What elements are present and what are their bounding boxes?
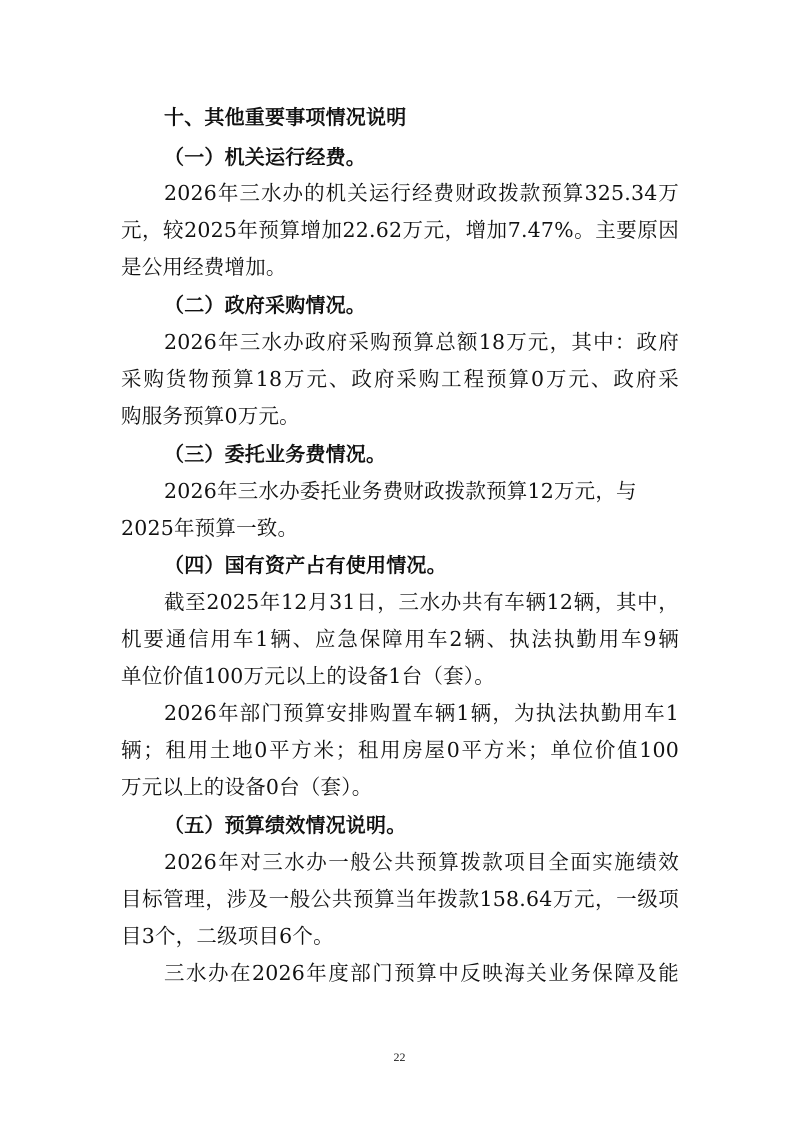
sub5-p1-line-2: 目标管理，涉及一般公共预算当年拨款158.64万元，一级项 (121, 887, 679, 911)
sub1-line-2: 元，较2025年预算增加22.62万元，增加7.47%。主要原因 (121, 218, 679, 242)
sub4-p2-line-1: 2026年部门预算安排购置车辆1辆，为执法执勤用车1 (164, 701, 679, 725)
sub3-line-1: 2026年三水办委托业务费财政拨款预算12万元，与 (164, 479, 637, 503)
sub4-p1-line-3: 单位价值100万元以上的设备1台（套）。 (121, 664, 495, 688)
sub5-heading: （五）预算绩效情况说明。 (164, 813, 407, 837)
sub4-p2-line-3: 万元以上的设备0台（套）。 (121, 775, 373, 799)
sub4-p1-line-2: 机要通信用车1辆、应急保障用车2辆、执法执勤用车9辆 (121, 627, 679, 651)
sub1-line-3: 是公用经费增加。 (121, 255, 287, 279)
sub1-heading: （一）机关运行经费。 (164, 145, 366, 169)
sub3-heading: （三）委托业务费情况。 (164, 442, 387, 466)
sub4-p1-line-1: 截至2025年12月31日，三水办共有车辆12辆，其中， (164, 590, 679, 614)
page-number: 22 (393, 1050, 406, 1064)
sub5-p1-line-3: 目3个，二级项目6个。 (121, 924, 334, 948)
sub2-line-3: 购服务预算0万元。 (121, 404, 300, 428)
sub5-p1-line-1: 2026年对三水办一般公共预算拨款项目全面实施绩效 (164, 850, 679, 874)
sub1-line-1: 2026年三水办的机关运行经费财政拨款预算325.34万 (164, 181, 679, 205)
sub5-p2-line-1: 三水办在2026年度部门预算中反映海关业务保障及能 (164, 961, 679, 985)
sub3-line-2: 2025年预算一致。 (121, 516, 299, 540)
sub2-line-1: 2026年三水办政府采购预算总额18万元，其中：政府 (164, 330, 679, 354)
sub2-heading: （二）政府采购情况。 (164, 293, 366, 317)
sub4-p2-line-2: 辆；租用土地0平方米；租用房屋0平方米；单位价值100 (121, 738, 679, 762)
sub2-line-2: 采购货物预算18万元、政府采购工程预算0万元、政府采 (121, 367, 679, 391)
section-title: 十、其他重要事项情况说明 (164, 105, 407, 129)
sub4-heading: （四）国有资产占有使用情况。 (164, 553, 447, 577)
